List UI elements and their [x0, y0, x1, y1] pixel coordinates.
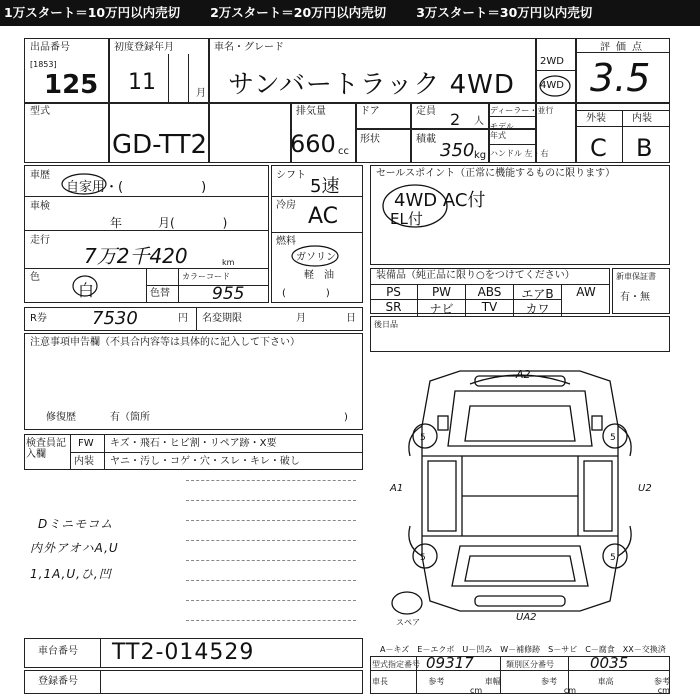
recycle-value: 7530	[92, 308, 138, 329]
equip-aw: AW	[562, 284, 610, 302]
ref-label-3: 参考	[653, 677, 670, 686]
auction-rules-banner	[0, 0, 700, 26]
mileage-unit: km	[222, 258, 235, 267]
drive-2wd: 2WD	[540, 56, 564, 67]
capacity-unit: 人	[474, 116, 484, 127]
capacity-label: 定員	[416, 106, 436, 117]
fuel-other: ( )	[282, 288, 330, 299]
recycle-box	[24, 307, 363, 331]
type-cert-label: 型式指定番号	[372, 660, 420, 669]
warranty-value: 有・無	[620, 292, 650, 303]
rule-2: 2万スタート＝20万円以内売切	[210, 5, 387, 20]
ac-label: 冷房	[276, 200, 296, 211]
month-unit: 月	[196, 88, 206, 99]
unit-cm-2: cm	[563, 686, 577, 695]
repair-history-close: )	[344, 412, 348, 423]
load-label: 積載	[416, 134, 436, 145]
type-cert-number: 09317	[426, 654, 474, 672]
chassis-number: TT2-014529	[112, 640, 255, 665]
damage-legend: A－キズ E－エクボ U－凹み W－補修跡 S－サビ C－腐食 XX－交換済	[380, 645, 666, 654]
color-change-label: 色替	[150, 288, 170, 299]
interior-grade: B	[636, 134, 653, 162]
warranty-label: 新車保証書	[616, 272, 656, 281]
class-number: 0035	[590, 654, 629, 672]
sales-point-note-2: EL付	[390, 210, 423, 228]
displacement-value: 660	[290, 130, 336, 158]
spare-label: スペア	[396, 618, 420, 627]
fw-label: FW	[78, 438, 94, 449]
deadline-month: 月	[296, 313, 306, 324]
type-value: GD-TT2	[112, 130, 208, 160]
repair-history-value: 有（箇所	[110, 412, 150, 423]
class-label: 類別区分番号	[506, 660, 554, 669]
color-label: 色	[30, 272, 40, 283]
handwritten-note-3: 1,1A,U,ひ,凹	[30, 567, 112, 581]
color-code-label: カラーコード	[182, 272, 230, 281]
chassis-label: 車台番号	[38, 646, 78, 657]
equip-pw: PW	[418, 284, 466, 302]
mileage-value: 7万2千420	[84, 244, 188, 268]
exterior-grade: C	[590, 134, 607, 162]
fuel-gasoline-circle	[290, 244, 340, 268]
load-unit: kg	[474, 150, 487, 161]
model-name-label: 車名・グレード	[214, 42, 284, 53]
later-items-box	[370, 316, 670, 352]
fuel-gasoline: ガソリン	[296, 252, 336, 263]
equipment-row-2	[370, 299, 562, 317]
equip-ps: PS	[370, 284, 418, 302]
capacity-value: 2	[450, 110, 461, 129]
doors-label: ドア	[360, 106, 380, 117]
fuel-label: 燃料	[276, 236, 296, 247]
notes-title: 注意事項申告欄（不具合内容等は具体的に記入して下さい）	[30, 337, 300, 348]
lot-code: [1853]	[30, 60, 57, 69]
sales-point-note-1: 4WD AC付	[394, 190, 486, 211]
handle-label: ハンドル 左・右	[490, 149, 549, 158]
type-label: 型式	[30, 106, 50, 117]
inspector-label: 検査員記入欄	[26, 438, 66, 460]
damage-mark-rear: UA2	[516, 612, 537, 623]
width-label: 車幅	[484, 677, 501, 686]
name-change-deadline-label: 名変期限	[202, 313, 242, 324]
inspection-label: 車検	[30, 201, 50, 212]
unit-cm-1: cm	[470, 686, 483, 695]
rule-1: 1万スタート＝10万円以内売切	[4, 5, 181, 20]
first-registration-label: 初度登録年月	[114, 42, 174, 53]
history-label: 車歴	[30, 170, 50, 181]
repair-history-label: 修復歴	[46, 412, 76, 423]
load-value: 350	[440, 140, 475, 161]
color-value: 白	[78, 281, 95, 300]
size-units	[470, 686, 670, 695]
damage-mark-front: A2	[516, 368, 531, 381]
history-circle	[60, 172, 108, 196]
interior-inspect-items: ヤニ・汚し・コゲ・穴・スレ・キレ・破し	[110, 456, 300, 467]
handwritten-note-2: 内外アオハA,U	[30, 541, 119, 555]
exterior-label: 外装	[586, 113, 606, 124]
drive-4wd-circle	[538, 74, 572, 98]
ac-value: AC	[308, 204, 339, 229]
sales-point-title: セールスポイント（正常に機能するものに限ります）	[376, 168, 616, 179]
fuel-diesel: 軽 油	[304, 270, 334, 281]
wheel-mark-fr: 5	[610, 433, 616, 443]
damage-mark-left: A1	[390, 483, 404, 494]
color-circle	[70, 274, 100, 298]
lot-number-label: 出品番号	[30, 42, 70, 53]
shift-value: 5速	[310, 176, 340, 197]
displacement-label: 排気量	[296, 106, 326, 117]
history-value: 自家用・( )	[66, 180, 207, 195]
equip-sr: SR	[370, 299, 418, 317]
model-name: サンバートラック 4WD	[228, 70, 515, 100]
damage-mark-right: U2	[638, 483, 652, 494]
equip-navi: ナビ	[418, 299, 466, 317]
later-items-label: 後日品	[374, 320, 398, 329]
model-year-label: モデル年式	[490, 122, 514, 140]
length-label: 車長	[372, 677, 388, 686]
deadline-day: 日	[346, 313, 356, 324]
fw-items: キズ・飛石・ヒビ割・リペア跡・X要	[110, 438, 277, 449]
equip-tv: TV	[466, 299, 514, 317]
first-registration-year: 11	[128, 70, 156, 95]
equip-leather: カワ	[514, 299, 562, 317]
color-code-value: 955	[212, 284, 245, 304]
score-value: 3.5	[590, 56, 651, 100]
recycle-unit: 円	[178, 313, 188, 324]
mileage-label: 走行	[30, 235, 50, 246]
equip-airbag: エアB	[514, 284, 562, 302]
interior-label: 内装	[632, 113, 652, 124]
ref-label-2: 参考	[541, 677, 558, 686]
wheel-mark-rl: 5	[420, 553, 426, 563]
handwritten-note-1: Dミニモコム	[38, 517, 114, 531]
wheel-mark-rr: 5	[610, 553, 616, 563]
recycle-label: R券	[30, 313, 47, 324]
ref-label-1: 参考	[428, 677, 445, 686]
rule-3: 3万スタート＝30万円以内売切	[416, 5, 593, 20]
height-label: 車高	[597, 677, 614, 686]
wheel-mark-fl: 5	[420, 433, 426, 443]
displacement-unit: cc	[338, 146, 349, 157]
registration-label: 登録番号	[38, 676, 78, 687]
unit-cm-3: cm	[657, 686, 670, 695]
sales-point-circle	[380, 182, 450, 230]
inspection-value: 年 月( )	[110, 216, 228, 230]
drive-4wd: 4WD	[540, 80, 564, 91]
equipment-title: 装備品（純正品に限り○をつけてください）	[376, 270, 575, 281]
car-damage-diagram	[370, 356, 670, 626]
dealer-label: ディーラー・並行	[490, 106, 554, 115]
score-label: 評価点	[600, 42, 648, 53]
interior-inspect-label: 内装	[74, 456, 94, 467]
shift-label: シフト	[276, 170, 306, 181]
equip-abs: ABS	[466, 284, 514, 302]
lot-number: 125	[44, 70, 99, 100]
shape-label: 形状	[360, 134, 380, 145]
